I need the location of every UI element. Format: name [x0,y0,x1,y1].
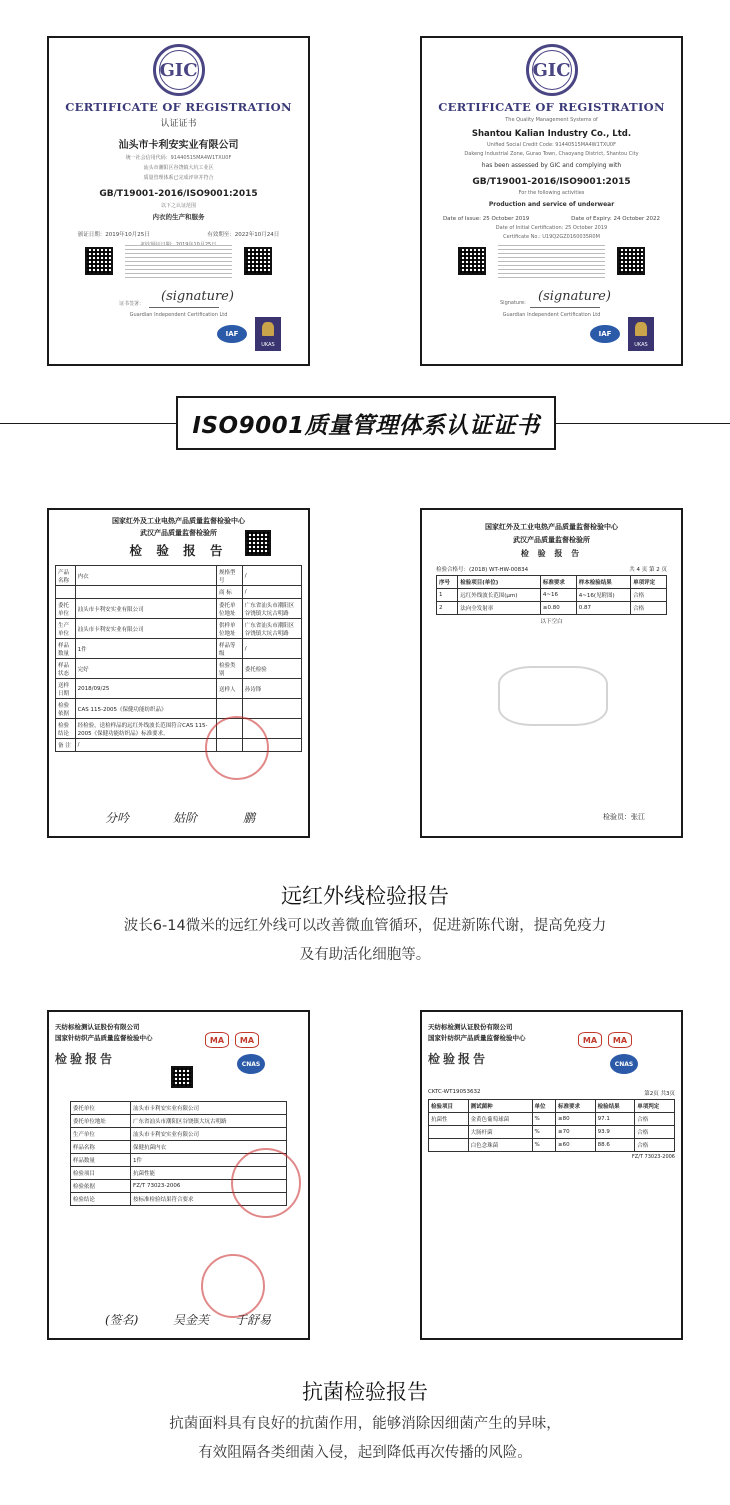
table-cell: % [532,1126,556,1139]
table-cell: 汕头市卡利安实业有限公司 [131,1128,287,1141]
assessment-statement: 质量管理体系已完成评审并符合 [143,174,214,181]
result-table [436,575,667,615]
table-cell [429,1126,469,1139]
date-issue: Date of Issue: 25 October 2019 [442,216,530,223]
table-cell: 检验结论 [56,719,76,739]
signature-3: 于舒易 [235,1313,272,1327]
table-cell: % [532,1139,556,1152]
table-cell: 2018/09/25 [75,679,216,699]
certificate-company: 汕头市卡利安实业有限公司 [118,139,239,151]
table-row [429,1113,675,1126]
table-cell: 2 [437,602,458,615]
table-cell: 委托检验 [242,659,301,679]
table-cell [56,586,76,599]
table-cell: 汕头市卡利安实业有限公司 [131,1102,287,1115]
table-header-cell: 单项判定 [635,1100,675,1113]
red-seal-stamp [201,1254,265,1318]
table-cell: 商 标 [217,586,243,599]
report-meta [436,565,667,573]
blank-note: 以下空白 [540,619,563,625]
iso-banner-text: ISO9001质量管理体系认证证书 [192,412,540,439]
signature-3: 鹏 [243,811,256,825]
report-org-1: 天纺标检测认证股份有限公司 [428,1023,513,1031]
signature-2: 姑阶 [173,811,198,825]
table-cell: 样品状态 [56,659,76,679]
certificate-scope: 内衣的生产和服务 [152,212,205,221]
antibacterial-report-results [420,1010,683,1340]
table-cell: 生产单位 [70,1128,130,1141]
table-header-cell: 检验项目(单位) [458,576,541,589]
table-cell [75,586,216,599]
table-header-cell: 标准要求 [556,1100,596,1113]
table-cell: 生产单位 [56,619,76,639]
antibacterial-report-cover [47,1010,310,1340]
table-row [70,1128,286,1141]
table-cell: 保健抗菌内衣 [131,1141,287,1154]
table-cell: 88.6 [595,1139,635,1152]
table-cell: 样品数量 [56,639,76,659]
table-cell: 经检验，送检样品的远红外线波长范围符合CAS 115-2005《保健功能纺织品》标准要求。 [75,719,216,739]
date-initial: Date of Initial Certification: 25 October 2019 [495,225,608,232]
ukas-logo: UKAS [255,317,281,351]
qr-code-icon [244,247,272,275]
table-row [56,619,302,639]
report-page: 共 4 页 第 2 页 [629,567,667,573]
table-cell: 送样日期 [56,679,76,699]
table-cell: 供样单位地址 [217,619,243,639]
table-cell: 广东省汕头市潮阳区谷饶镇大坑古明路 [242,619,301,639]
table-cell [242,699,301,719]
signature-line [149,307,219,308]
test-method: FZ/T 73023-2006 [631,1154,675,1160]
table-cell: 按标准检验结果符合要求 [131,1193,287,1206]
signer-label: 证书签署： [119,301,145,307]
table-cell: 金黄色葡萄球菌 [468,1113,532,1126]
signature-2: 吴金芙 [173,1313,210,1327]
table-row [70,1102,286,1115]
inspector-signature: 检验员：张江 [603,813,645,821]
table-cell: 合格 [635,1139,675,1152]
ir-section-line-1: 波长6-14微米的远红外线可以改善微血管循环，促进新陈代谢，提高免疫力 [123,918,607,934]
iaf-logo: IAF [217,325,247,343]
certificate-dates [422,216,681,222]
table-cell: / [242,566,301,586]
certificate-standard: GB/T19001-2016/ISO9001:2015 [472,177,631,188]
table-cell: 汕头市卡利安实业有限公司 [75,619,216,639]
certificate-subtitle: The Quality Management Systems of [505,117,598,123]
assessment-statement: has been assessed by GIC and complying with [481,162,622,169]
report-org-2: 武汉产品质量监督检验所 [140,529,217,537]
certification-body: Guardian Independent Certification Ltd [502,312,601,318]
scope-label: For the following activities [518,190,585,197]
ir-report-cover [47,508,310,838]
table-cell: 抗菌性 [429,1113,469,1126]
table-cell: ≥70 [556,1126,596,1139]
certificate-title: CERTIFICATE OF REGISTRATION [438,100,665,114]
table-cell: 合格 [635,1113,675,1126]
certificate-company: Shantou Kalian Industry Co., Ltd. [471,129,632,139]
report-title: 检验报告 [428,1052,489,1066]
certificate-english [420,36,683,366]
table-cell: 97.1 [595,1113,635,1126]
table-cell: 检验类别 [217,659,243,679]
table-cell: 大肠杆菌 [468,1126,532,1139]
table-cell: 广东省汕头市潮阳区谷饶镇大坑古明路 [242,599,301,619]
cma-logo: MA [205,1032,229,1048]
red-seal-stamp [205,716,269,780]
gic-logo: GIC [526,44,578,96]
table-cell: FZ/T 73023-2006 [131,1180,287,1193]
credit-code: Unified Social Credit Code: 91440515MA4W1TXU0F [486,142,616,148]
iaf-logo: IAF [590,325,620,343]
signature-line [530,307,600,308]
fine-print [498,245,605,279]
table-cell: 4~16(见附图) [576,589,630,602]
table-row [437,602,667,615]
table-header-cell: 序号 [437,576,458,589]
table-cell: % [532,1113,556,1126]
table-cell: 93.9 [595,1126,635,1139]
table-cell: 规格型号 [217,566,243,586]
table-cell: 委托单位地址 [70,1115,130,1128]
table-cell: 1 [437,589,458,602]
cma-logo: MA [608,1032,632,1048]
table-cell: 1件 [75,639,216,659]
qr-code-icon [617,247,645,275]
cnas-logo: CNAS [610,1054,638,1074]
certificate-footer [422,245,681,360]
table-cell: 委托单位地址 [217,599,243,619]
company-address: Dakeng Industrial Zone, Gurao Town, Chaoyang District, Shantou City [464,151,639,157]
table-cell: CAS 115-2005《保健功能纺织品》 [75,699,216,719]
signature: (signature) [161,289,234,304]
certificate-title: CERTIFICATE OF REGISTRATION [65,100,292,114]
report-table [55,565,302,752]
qr-code-icon [85,247,113,275]
report-title: 检 验 报 告 [129,543,228,558]
report-org-2: 国家针纺织产品质量监督检验中心 [428,1034,526,1042]
ir-section-line-2: 及有助活化细胞等。 [299,947,431,963]
table-cell: 检验项目 [70,1167,130,1180]
date-issue: 颁证日期：2019年10月25日 [77,231,150,238]
table-row [70,1115,286,1128]
table-cell: 4~16 [540,589,576,602]
report-org-2: 国家针纺织产品质量监督检验中心 [55,1034,153,1042]
table-header-cell: 检验结果 [595,1100,635,1113]
certificate-standard: GB/T19001-2016/ISO9001:2015 [99,188,258,199]
iso-banner [176,396,556,450]
report-org-1: 天纺标检测认证股份有限公司 [55,1023,140,1031]
table-row [56,586,302,599]
table-cell: 远红外线波长范围(μm) [458,589,541,602]
table-row [429,1139,675,1152]
credit-code: 统一社会信用代码：91440515MA4W1TXU0F [125,154,232,161]
certificate-scope: Production and service of underwear [488,201,615,209]
table-cell: 备 注 [56,739,76,752]
red-seal-stamp [231,1148,301,1218]
table-cell: 广东省汕头市潮阳区谷饶镇大坑古明路 [131,1115,287,1128]
table-row [56,659,302,679]
report-org-2: 武汉产品质量监督检验所 [513,536,590,544]
table-header-cell: 单位 [532,1100,556,1113]
table-cell: 委托单位 [56,599,76,619]
certificate-chinese [47,36,310,366]
qr-code-icon [171,1066,193,1088]
report-number: CKTC-WT19053632 [428,1089,481,1095]
ukas-logo: UKAS [628,317,654,351]
table-cell: 完好 [75,659,216,679]
table-row [56,639,302,659]
table-cell [429,1139,469,1152]
table-cell: 检验依据 [70,1180,130,1193]
table-header-cell: 测试菌种 [468,1100,532,1113]
table-cell: 检验结论 [70,1193,130,1206]
table-cell: 抗菌性能 [131,1167,287,1180]
table-row [56,699,302,719]
ir-section-title: 远红外线检验报告 [281,884,449,908]
table-cell: / [242,639,301,659]
certificate-footer [49,245,308,360]
table-header-cell: 单项评定 [631,576,667,589]
ir-report-results [420,508,683,838]
table-cell: 样品数量 [70,1154,130,1167]
table-row [437,589,667,602]
table-cell: 产品名称 [56,566,76,586]
fine-print [125,245,232,279]
certification-body: Guardian Independent Certification Ltd [129,312,228,318]
certificate-number: Certificate No.: U19Q2GZ0160035R0M [503,234,600,241]
table-header-cell: 样本检验结果 [576,576,630,589]
table-cell: 0.87 [576,602,630,615]
cma-logo: MA [235,1032,259,1048]
report-org-1: 国家红外及工业电热产品质量监督检验中心 [485,523,618,531]
cma-logo: MA [578,1032,602,1048]
table-row [429,1126,675,1139]
date-expiry: 有效期至：2022年10月24日 [207,231,280,238]
table-cell: 孙诗锋 [242,679,301,699]
ab-section-title: 抗菌检验报告 [302,1380,428,1404]
signer-label: Signature: [500,300,526,306]
table-cell: 汕头市卡利安实业有限公司 [75,599,216,619]
report-title: 检验报告 [55,1052,116,1066]
certificate-dates [49,230,308,238]
cnas-logo: CNAS [237,1054,265,1074]
table-cell: 合格 [631,589,667,602]
certificate-subtitle: 认证证书 [160,119,197,129]
signature-1: (签名) [105,1313,139,1327]
signature: (signature) [538,289,611,304]
table-header-cell: 标准要求 [540,576,576,589]
ab-section-line-2: 有效阻隔各类细菌入侵，起到降低再次传播的风险。 [198,1445,532,1461]
gic-logo: GIC [153,44,205,96]
table-cell: ≥60 [556,1139,596,1152]
table-row [56,566,302,586]
table-cell: 送样人 [217,679,243,699]
table-cell: / [242,586,301,599]
report-number: 检验合格号：(2018) WT-HW-00834 [436,567,529,573]
company-address: 汕头市潮阳区谷饶镇大坑工业区 [143,164,214,171]
table-cell: 法向全发射率 [458,602,541,615]
report-meta [428,1089,675,1097]
table-row [56,599,302,619]
report-title: 检 验 报 告 [520,549,583,558]
table-cell: / [75,739,216,752]
table-cell: 白色念珠菌 [468,1139,532,1152]
table-cell: ≥80 [556,1113,596,1126]
table-cell: 样品名称 [70,1141,130,1154]
table-cell: 内衣 [75,566,216,586]
qr-code-icon [245,530,271,556]
table-cell: 检验依据 [56,699,76,719]
table-cell: 样品等级 [217,639,243,659]
result-table [428,1099,675,1152]
signature-1: 分吟 [105,811,130,825]
watermark [498,666,608,726]
report-page: 第2页 共3页 [644,1091,675,1097]
date-expiry: Date of Expiry: 24 October 2022 [571,216,661,223]
table-cell: 合格 [631,602,667,615]
table-cell: ≥0.80 [540,602,576,615]
scope-label: 以下之认证范围 [160,202,196,209]
table-cell: 委托单位 [70,1102,130,1115]
table-cell: 1件 [131,1154,287,1167]
table-row [56,679,302,699]
table-header-cell: 检验项目 [429,1100,469,1113]
qr-code-icon [458,247,486,275]
ab-section-line-1: 抗菌面料具有良好的抗菌作用，能够消除因细菌产生的异味， [169,1416,561,1432]
report-org-1: 国家红外及工业电热产品质量监督检验中心 [112,517,245,525]
table-cell: 合格 [635,1126,675,1139]
